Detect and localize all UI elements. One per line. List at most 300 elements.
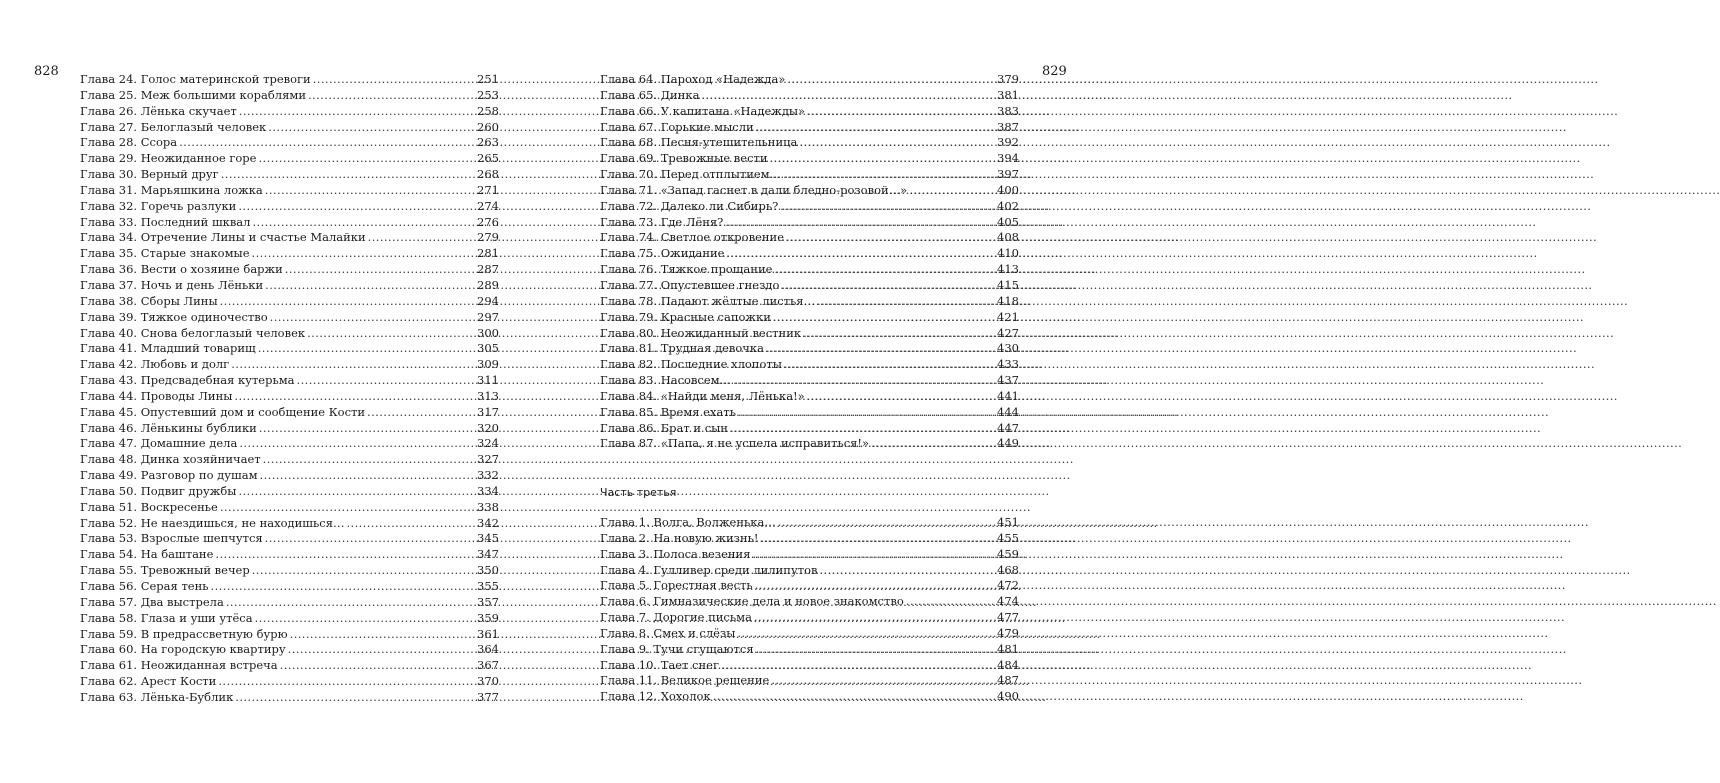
toc-dot-leader xyxy=(807,389,995,405)
toc-entry-page: 289 xyxy=(477,277,499,292)
toc-entry xyxy=(600,120,1019,136)
toc-dot-leader xyxy=(313,72,475,88)
toc-entry xyxy=(80,468,499,484)
toc-entry-page: 350 xyxy=(477,563,499,578)
toc-entry-page: 474 xyxy=(997,594,1019,609)
toc-entry-page: 441 xyxy=(997,388,1019,403)
toc-entry-title: Глава 30. Верный друг xyxy=(80,167,219,182)
toc-entry-title: Глава 56. Серая тень xyxy=(80,579,209,593)
toc-entry-title: Глава 11. Великое решение xyxy=(600,673,770,688)
toc-dot-leader xyxy=(307,326,475,342)
toc-dot-leader xyxy=(367,405,475,421)
toc-entry-title: Глава 34. Отречение Лины и счастье Малайки xyxy=(80,230,366,245)
toc-entry-title: Глава 51. Воскресенье xyxy=(80,499,218,514)
toc-entry-page: 357 xyxy=(477,594,499,609)
toc-dot-leader xyxy=(771,673,995,689)
toc-entry xyxy=(600,167,1019,183)
toc-entry xyxy=(600,72,1019,88)
toc-entry xyxy=(600,531,1019,547)
toc-entry-title: Глава 46. Лёнькины бублики xyxy=(80,420,257,435)
toc-entry-page: 317 xyxy=(477,404,499,419)
toc-dot-leader xyxy=(290,627,475,643)
toc-entry xyxy=(600,278,1019,294)
toc-entry-title: Глава 8. Смех и слёзы xyxy=(600,625,736,640)
toc-dot-leader xyxy=(906,594,995,610)
toc-dot-leader xyxy=(215,547,475,563)
toc-entry-page: 268 xyxy=(477,167,499,182)
toc-entry-title: Глава 71. «Запад гаснет в дали бледно-розовой…» xyxy=(600,182,908,197)
toc-entry-page: 447 xyxy=(997,420,1019,435)
toc-entry-title: Глава 31. Марьяшкина ложка xyxy=(80,182,263,197)
toc-entry xyxy=(80,627,499,643)
toc-dot-leader xyxy=(260,468,476,484)
toc-dot-leader xyxy=(259,421,475,437)
toc-entry-title: Глава 7. Дорогие письма xyxy=(600,610,752,625)
toc-dot-leader xyxy=(819,563,995,579)
toc-entry-page: 274 xyxy=(477,198,499,213)
toc-entry-page: 477 xyxy=(997,610,1019,625)
toc-entry xyxy=(600,294,1019,310)
toc-entry-page: 468 xyxy=(997,562,1019,577)
toc-dot-leader xyxy=(725,215,995,231)
toc-entry-title: Глава 42. Любовь и долг xyxy=(80,357,230,372)
toc-entry-page: 364 xyxy=(477,642,499,657)
toc-dot-leader xyxy=(270,310,475,326)
toc-entry-page: 320 xyxy=(477,420,499,435)
toc-dot-leader xyxy=(179,135,475,151)
toc-entry xyxy=(80,262,499,278)
toc-dot-leader xyxy=(265,183,475,199)
toc-entry-page: 297 xyxy=(477,309,499,324)
toc-entry xyxy=(80,326,499,342)
toc-entry-title: Глава 38. Сборы Лины xyxy=(80,293,218,308)
toc-dot-leader xyxy=(786,230,995,246)
toc-entry-title: Глава 73. Где Лёня? xyxy=(600,214,724,229)
toc-entry xyxy=(600,326,1019,342)
toc-entry-title: Глава 44. Проводы Лины xyxy=(80,388,233,403)
toc-dot-leader xyxy=(239,104,475,120)
toc-dot-leader xyxy=(738,405,995,421)
toc-entry xyxy=(600,88,1019,104)
toc-entry-title: Глава 61. Неожиданная встреча xyxy=(80,658,278,673)
toc-entry-title: Глава 72. Далеко ли Сибирь? xyxy=(600,198,779,213)
toc-entry xyxy=(600,373,1019,389)
toc-entry xyxy=(600,547,1019,563)
toc-entry xyxy=(80,373,499,389)
toc-dot-leader xyxy=(756,642,995,658)
toc-dot-leader xyxy=(252,215,475,231)
toc-entry xyxy=(80,563,499,579)
toc-dot-leader xyxy=(730,421,995,437)
toc-dot-leader xyxy=(297,373,476,389)
toc-entry xyxy=(600,230,1019,246)
toc-entry-page: 271 xyxy=(477,182,499,197)
toc-entry xyxy=(80,658,499,674)
toc-dot-leader xyxy=(220,294,475,310)
toc-entry-page: 367 xyxy=(477,658,499,673)
toc-entry-page: 276 xyxy=(477,214,499,229)
toc-dot-leader xyxy=(288,642,475,658)
toc-dot-leader xyxy=(263,452,475,468)
toc-entry-title: Глава 43. Предсвадебная кутерьма xyxy=(80,373,295,388)
toc-entry xyxy=(600,642,1019,658)
toc-entry-page: 472 xyxy=(997,578,1019,593)
toc-entry-title: Глава 86. Брат и сын xyxy=(600,420,728,435)
toc-dot-leader xyxy=(778,515,995,531)
toc-entry xyxy=(600,658,1019,674)
toc-entry xyxy=(600,563,1019,579)
toc-dot-leader xyxy=(285,262,475,278)
toc-entry xyxy=(600,673,1019,689)
toc-dot-leader xyxy=(871,436,995,452)
toc-entry-page: 451 xyxy=(997,515,1019,529)
toc-entry xyxy=(80,484,499,500)
toc-entry-title: Глава 12. Хохолок xyxy=(600,689,711,704)
toc-entry xyxy=(600,389,1019,405)
toc-dot-leader xyxy=(803,326,995,342)
toc-entry-title: Глава 54. На баштане xyxy=(80,547,214,562)
toc-entry-title: Глава 82. Последние хлопоты xyxy=(600,357,782,372)
toc-entry-page: 359 xyxy=(477,610,499,625)
toc-entry xyxy=(600,262,1019,278)
toc-entry-page: 392 xyxy=(997,135,1019,150)
toc-entry xyxy=(80,547,499,563)
toc-entry-title: Глава 50. Подвиг дружбы xyxy=(80,483,237,498)
toc-entry-page: 345 xyxy=(477,531,499,546)
toc-dot-leader xyxy=(252,246,476,262)
toc-entry-page: 427 xyxy=(997,325,1019,340)
toc-entry xyxy=(600,405,1019,421)
left-page-number: 828 xyxy=(34,64,59,79)
toc-dot-leader xyxy=(368,230,475,246)
toc-entry-title: Глава 80. Неожиданный вестник xyxy=(600,325,802,340)
toc-entry-title: Глава 2. На новую жизнь! xyxy=(600,530,759,545)
toc-dot-leader xyxy=(780,199,995,215)
toc-entry-title: Глава 70. Перед отплытием… xyxy=(600,167,782,182)
toc-entry xyxy=(600,135,1019,151)
toc-entry-title: Глава 53. Взрослые шепчутся xyxy=(80,531,263,546)
toc-entry-page: 410 xyxy=(997,246,1019,261)
toc-entry-title: Глава 27. Белоглазый человек xyxy=(80,119,267,134)
toc-entry-title: Глава 74. Светлое откровение xyxy=(600,230,785,245)
toc-entry xyxy=(80,405,499,421)
toc-entry-page: 260 xyxy=(477,119,499,134)
toc-entry-title: Глава 76. Тяжкое прощание xyxy=(600,262,773,277)
toc-dot-leader xyxy=(784,357,995,373)
toc-entry xyxy=(80,690,499,706)
toc-entry-title: Глава 40. Снова белоглазый человек xyxy=(80,325,306,340)
toc-dot-leader xyxy=(701,88,995,104)
toc-entry-title: Глава 37. Ночь и день Лёньки xyxy=(80,277,264,292)
toc-entry-title: Глава 3. Полоса везения xyxy=(600,546,751,561)
toc-entry-title: Глава 68. Песня-утешительница xyxy=(600,135,798,150)
toc-entry xyxy=(600,626,1019,642)
toc-entry-title: Глава 29. Неожиданное горе xyxy=(80,151,257,166)
toc-entry xyxy=(80,72,499,88)
toc-dot-leader xyxy=(737,626,995,642)
toc-entry-title: Глава 28. Ссора xyxy=(80,135,178,150)
toc-entry-title: Глава 79. Красные сапожки xyxy=(600,309,771,324)
toc-entry-page: 490 xyxy=(997,689,1019,704)
toc-entry-title: Глава 52. Не наездишься, не находишься… xyxy=(80,515,345,530)
toc-entry-title: Глава 87. «Папа, я не успела исправиться!» xyxy=(600,436,870,451)
toc-entry-page: 387 xyxy=(997,119,1019,134)
toc-entry-title: Глава 10. Тает снег xyxy=(600,657,719,672)
toc-entry-title: Глава 60. На городскую квартиру xyxy=(80,642,286,657)
toc-entry-title: Глава 62. Арест Кости xyxy=(80,674,217,689)
toc-entry-page: 251 xyxy=(477,72,499,86)
toc-entry-page: 281 xyxy=(477,246,499,261)
toc-dot-leader xyxy=(238,199,475,215)
toc-entry-page: 449 xyxy=(997,436,1019,451)
toc-entry xyxy=(80,674,499,690)
toc-entry-title: Глава 33. Последний шквал xyxy=(80,214,251,229)
toc-entry-page: 381 xyxy=(997,87,1019,102)
toc-entry-title: Глава 75. Ожидание xyxy=(600,246,725,261)
toc-entry-title: Глава 84. «Найди меня, Лёнька!» xyxy=(600,388,805,403)
toc-entry-page: 347 xyxy=(477,547,499,562)
toc-entry-page: 377 xyxy=(477,689,499,704)
toc-entry xyxy=(600,689,1019,705)
toc-dot-leader xyxy=(755,578,995,594)
toc-entry-page: 405 xyxy=(997,214,1019,229)
toc-dot-leader xyxy=(226,595,475,611)
toc-entry-title: Глава 65. Динка xyxy=(600,87,700,102)
toc-entry xyxy=(600,246,1019,262)
toc-entry-page: 338 xyxy=(477,499,499,514)
toc-entry xyxy=(600,199,1019,215)
toc-dot-leader xyxy=(280,658,475,674)
toc-entry xyxy=(80,215,499,231)
toc-entry-page: 402 xyxy=(997,198,1019,213)
toc-entry-title: Глава 85. Время ехать xyxy=(600,404,736,419)
toc-entry xyxy=(80,500,499,516)
toc-entry-page: 334 xyxy=(477,483,499,498)
toc-entry-title: Глава 39. Тяжкое одиночество xyxy=(80,309,268,324)
toc-entry-page: 309 xyxy=(477,357,499,372)
toc-entry xyxy=(80,516,499,532)
toc-dot-leader xyxy=(909,183,995,199)
toc-entry-title: Глава 47. Домашние дела xyxy=(80,436,238,451)
left-page-toc xyxy=(80,72,499,706)
toc-entry-title: Глава 66. У капитана «Надежды» xyxy=(600,103,806,118)
toc-dot-leader xyxy=(774,262,995,278)
toc-entry-title: Глава 67. Горькие мысли xyxy=(600,119,754,134)
toc-dot-leader xyxy=(258,341,475,357)
toc-entry xyxy=(600,436,1019,452)
toc-dot-leader xyxy=(726,246,995,262)
toc-entry xyxy=(80,199,499,215)
toc-entry-title: Глава 45. Опустевший дом и сообщение Кости xyxy=(80,404,366,419)
toc-entry xyxy=(80,151,499,167)
toc-entry xyxy=(600,104,1019,120)
toc-entry xyxy=(80,436,499,452)
toc-dot-leader xyxy=(783,167,995,183)
toc-entry-title: Глава 83. Насовсем… xyxy=(600,373,732,388)
toc-entry xyxy=(80,421,499,437)
toc-dot-leader xyxy=(265,278,475,294)
toc-entry-page: 355 xyxy=(477,579,499,593)
toc-entry xyxy=(600,310,1019,326)
toc-dot-leader xyxy=(807,104,995,120)
toc-entry-page: 253 xyxy=(477,87,499,102)
right-page-toc xyxy=(600,72,1019,452)
toc-dot-leader xyxy=(799,135,995,151)
toc-dot-leader xyxy=(766,341,995,357)
toc-entry-page: 258 xyxy=(477,103,499,118)
toc-dot-leader xyxy=(235,690,475,706)
toc-dot-leader xyxy=(255,611,475,627)
toc-entry-page: 408 xyxy=(997,230,1019,245)
toc-entry-title: Глава 32. Горечь разлуки xyxy=(80,198,237,213)
toc-entry-page: 430 xyxy=(997,341,1019,356)
toc-entry xyxy=(600,151,1019,167)
toc-dot-leader xyxy=(817,294,995,310)
toc-entry xyxy=(80,452,499,468)
toc-dot-leader xyxy=(252,563,475,579)
toc-dot-leader xyxy=(346,516,475,532)
toc-entry-title: Глава 64. Пароход «Надежда» xyxy=(600,72,786,86)
toc-dot-leader xyxy=(211,579,476,595)
toc-entry-title: Глава 41. Младший товарищ xyxy=(80,341,256,356)
toc-entry xyxy=(80,611,499,627)
toc-entry xyxy=(80,230,499,246)
toc-dot-leader xyxy=(239,436,475,452)
toc-entry-page: 444 xyxy=(997,404,1019,419)
toc-entry xyxy=(600,610,1019,626)
toc-entry-page: 437 xyxy=(997,373,1019,388)
toc-entry-title: Глава 4. Гулливер среди лилипутов xyxy=(600,562,818,577)
toc-entry-page: 305 xyxy=(477,341,499,356)
toc-entry xyxy=(80,389,499,405)
toc-dot-leader xyxy=(752,547,995,563)
toc-entry xyxy=(80,531,499,547)
toc-entry-title: Глава 57. Два выстрела xyxy=(80,594,224,609)
toc-entry-title: Глава 9. Тучи сгущаются xyxy=(600,641,754,656)
toc-entry xyxy=(80,183,499,199)
toc-dot-leader xyxy=(238,484,475,500)
toc-entry xyxy=(80,88,499,104)
toc-dot-leader xyxy=(231,357,475,373)
toc-entry-page: 287 xyxy=(477,262,499,277)
toc-entry xyxy=(80,135,499,151)
toc-dot-leader xyxy=(234,389,475,405)
toc-entry-page: 418 xyxy=(997,293,1019,308)
part-three-heading: Часть третья xyxy=(600,486,677,499)
toc-dot-leader xyxy=(221,167,475,183)
toc-dot-leader xyxy=(308,88,475,104)
toc-entry-page: 487 xyxy=(997,673,1019,688)
toc-entry-page: 455 xyxy=(997,530,1019,545)
toc-entry-title: Глава 36. Вести о хозяине баржи xyxy=(80,262,283,277)
toc-entry-page: 379 xyxy=(997,72,1019,86)
toc-dot-leader xyxy=(761,531,996,547)
toc-entry xyxy=(80,246,499,262)
toc-entry-page: 342 xyxy=(477,515,499,530)
toc-entry-page: 313 xyxy=(477,388,499,403)
toc-entry-page: 433 xyxy=(997,357,1019,372)
toc-entry xyxy=(80,120,499,136)
toc-entry xyxy=(80,595,499,611)
toc-dot-leader xyxy=(268,120,475,136)
toc-entry-page: 311 xyxy=(477,373,499,388)
toc-entry-title: Глава 24. Голос материнской тревоги xyxy=(80,72,311,86)
toc-entry xyxy=(600,183,1019,199)
toc-dot-leader xyxy=(218,674,475,690)
toc-entry-page: 397 xyxy=(997,167,1019,182)
toc-entry-page: 300 xyxy=(477,325,499,340)
toc-entry-page: 370 xyxy=(477,674,499,689)
toc-entry-title: Глава 5. Горестная весть xyxy=(600,578,753,593)
toc-entry xyxy=(80,579,499,595)
toc-entry-title: Глава 81. Трудная девочка xyxy=(600,341,764,356)
toc-entry-page: 294 xyxy=(477,293,499,308)
toc-entry-page: 481 xyxy=(997,641,1019,656)
toc-dot-leader xyxy=(733,373,995,389)
toc-entry xyxy=(80,341,499,357)
toc-entry-page: 413 xyxy=(997,262,1019,277)
toc-dot-leader xyxy=(773,310,995,326)
toc-dot-leader xyxy=(220,500,475,516)
toc-entry-title: Глава 77. Опустевшее гнездо xyxy=(600,277,780,292)
toc-entry-page: 479 xyxy=(997,625,1019,640)
toc-entry xyxy=(80,294,499,310)
toc-dot-leader xyxy=(721,658,995,674)
toc-entry-title: Глава 55. Тревожный вечер xyxy=(80,563,250,578)
toc-entry-page: 415 xyxy=(997,277,1019,292)
toc-entry-title: Глава 78. Падают жёлтые листья… xyxy=(600,293,816,308)
toc-dot-leader xyxy=(713,689,995,705)
toc-entry-title: Глава 1. Волга, Волженька… xyxy=(600,515,776,529)
toc-entry-title: Глава 63. Лёнька-Бублик xyxy=(80,689,234,704)
toc-dot-leader xyxy=(756,120,995,136)
toc-entry xyxy=(600,578,1019,594)
toc-entry-page: 361 xyxy=(477,626,499,641)
right-page-number: 829 xyxy=(1042,64,1067,79)
toc-dot-leader xyxy=(770,151,995,167)
toc-entry xyxy=(80,104,499,120)
toc-entry xyxy=(600,357,1019,373)
toc-entry-page: 263 xyxy=(477,135,499,150)
part-three-toc xyxy=(600,515,1019,705)
toc-entry-title: Глава 49. Разговор по душам xyxy=(80,468,258,483)
toc-entry-title: Глава 25. Меж большими кораблями xyxy=(80,87,306,102)
toc-entry-title: Глава 58. Глаза и уши утёса xyxy=(80,610,253,625)
toc-entry-page: 459 xyxy=(997,546,1019,561)
toc-dot-leader xyxy=(754,610,995,626)
toc-entry-page: 394 xyxy=(997,151,1019,166)
toc-entry-page: 332 xyxy=(477,468,499,483)
toc-entry-page: 279 xyxy=(477,230,499,245)
toc-entry-page: 324 xyxy=(477,436,499,451)
toc-dot-leader xyxy=(787,72,995,88)
toc-dot-leader xyxy=(258,151,475,167)
toc-entry-title: Глава 6. Гимназические дела и новое знакомство xyxy=(600,594,904,609)
toc-entry-title: Глава 59. В предрассветную бурю xyxy=(80,626,288,641)
toc-entry-title: Глава 35. Старые знакомые xyxy=(80,246,250,261)
toc-entry xyxy=(600,215,1019,231)
toc-entry-page: 484 xyxy=(997,657,1019,672)
toc-entry-page: 327 xyxy=(477,452,499,467)
toc-entry xyxy=(80,310,499,326)
toc-entry-page: 383 xyxy=(997,103,1019,118)
toc-entry xyxy=(80,167,499,183)
toc-dot-leader xyxy=(265,531,475,547)
toc-entry xyxy=(80,357,499,373)
toc-entry-title: Глава 69. Тревожные вести xyxy=(600,151,768,166)
toc-entry xyxy=(600,515,1019,531)
toc-entry-page: 421 xyxy=(997,309,1019,324)
